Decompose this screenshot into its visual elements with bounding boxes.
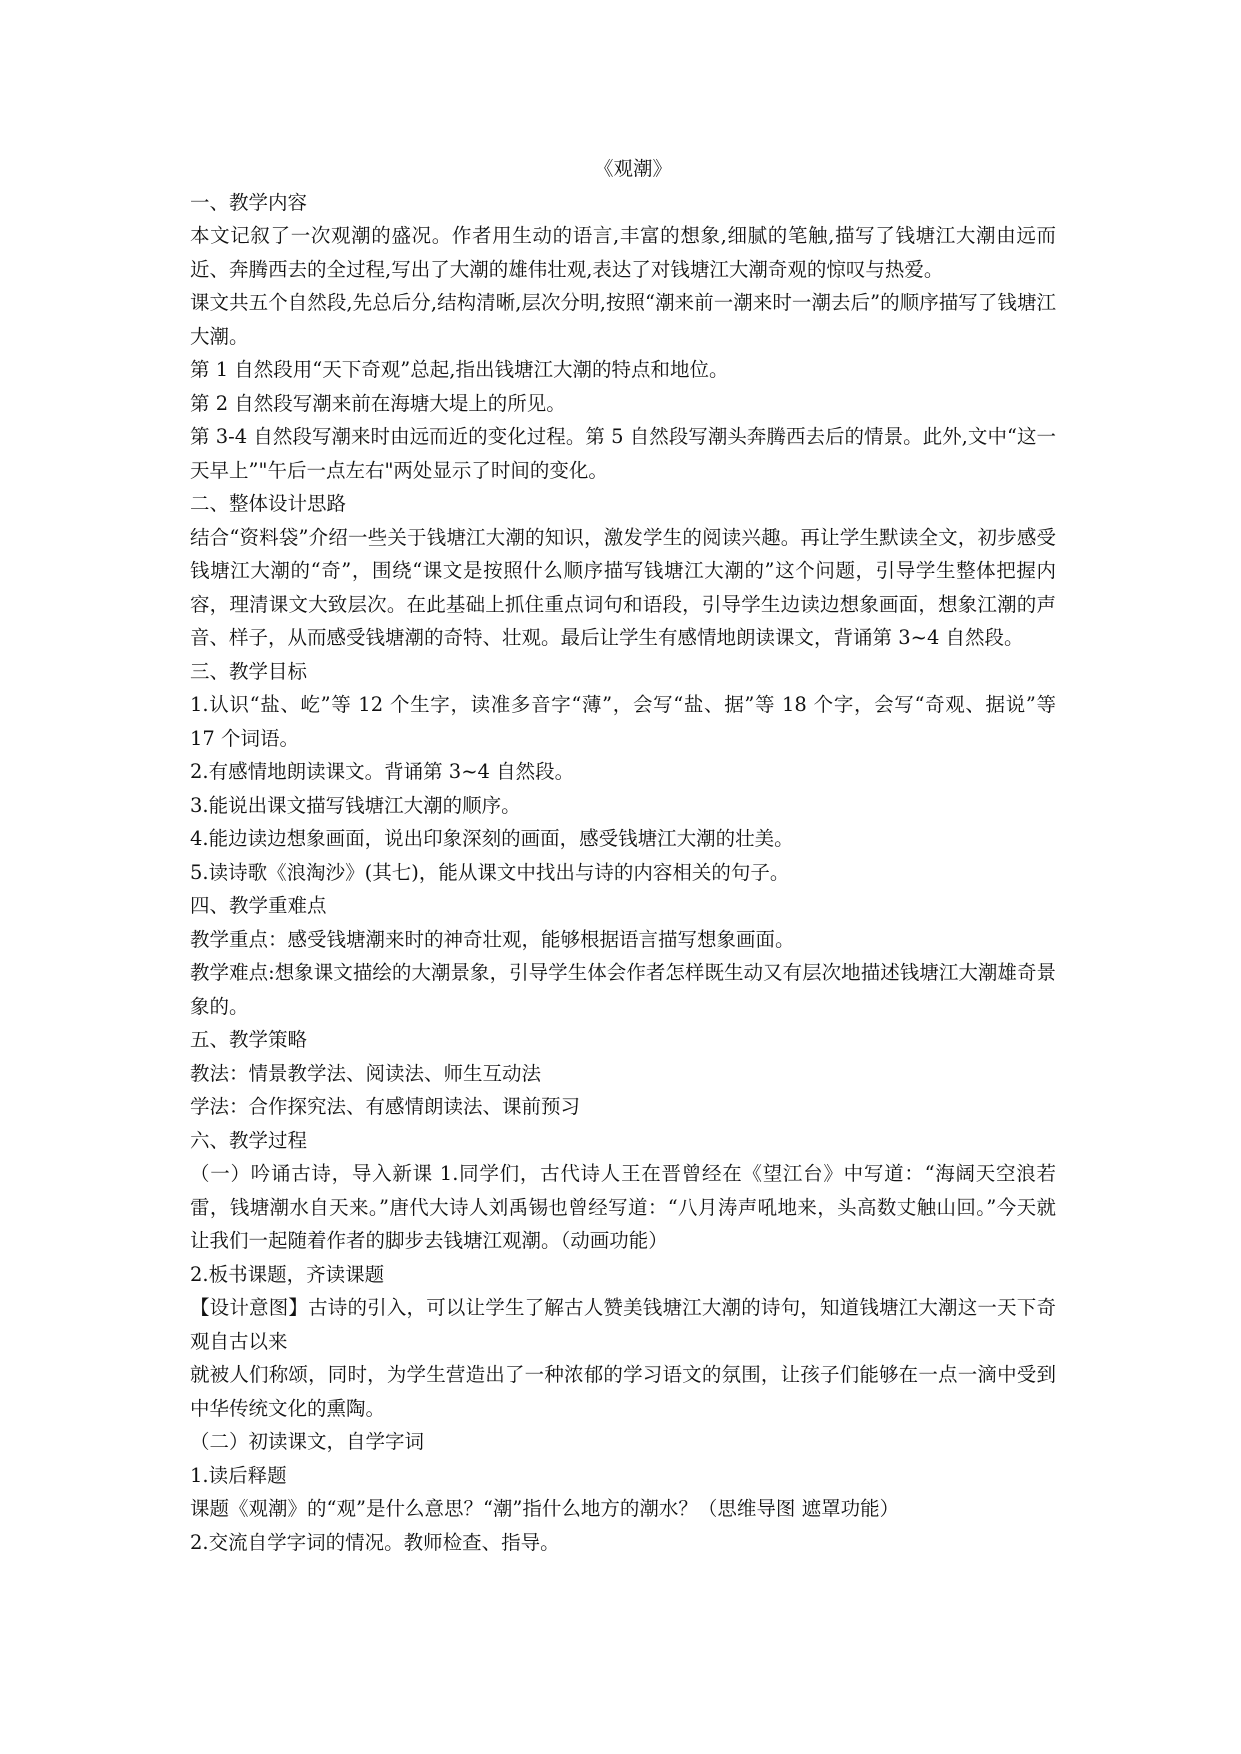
paragraph: 1.认识“盐、屹”等 12 个生字，读准多音字“薄”，会写“盐、据”等 18 个字，会写“奇观、据说”等 17 个词语。 [190,693,1056,750]
section-heading: 三、教学目标 [190,659,308,683]
paragraph: 教学重点：感受钱塘潮来时的神奇壮观，能够根据语言描写想象画面。 [190,927,795,951]
paragraph: 1.读后释题 [190,1463,287,1487]
paragraph: 2.板书课题，齐读课题 [190,1262,385,1286]
paragraph: 第 3-4 自然段写潮来时由远而近的变化过程。第 5 自然段写潮头奔腾西去后的情景。此外,文中“这一天早上”"午后一点左右"两处显示了时间的变化。 [190,425,1056,482]
section-heading: 四、教学重难点 [190,894,327,917]
paragraph: 本文记叙了一次观潮的盛况。作者用生动的语言,丰富的想象,细腻的笔触,描写了钱塘江大潮由远而近、奔腾西去的全过程,写出了大潮的雄伟壮观,表达了对钱塘江大潮奇观的惊叹与热爱。 [190,224,1056,281]
paragraph: 【设计意图】古诗的引入，可以让学生了解古人赞美钱塘江大潮的诗句，知道钱塘江大潮这一天下奇观自古以来 [190,1296,1056,1353]
paragraph: 课题《观潮》的“观”是什么意思？“潮”指什么地方的潮水？（思维导图 遮罩功能） [190,1497,900,1520]
section-heading: 五、教学策略 [190,1028,308,1051]
paragraph: 第 2 自然段写潮来前在海塘大堤上的所见。 [190,391,566,415]
document-body [190,152,1056,1559]
paragraph: 第 1 自然段用“天下奇观”总起,指出钱塘江大潮的特点和地位。 [190,358,729,381]
paragraph: 2.有感情地朗读课文。背诵第 3~4 自然段。 [190,760,575,783]
paragraph: 就被人们称颂，同时，为学生营造出了一种浓郁的学习语文的氛围，让孩子们能够在一点一滴中受到中华传统文化的熏陶。 [190,1363,1056,1420]
section-heading: 二、整体设计思路 [190,492,347,515]
paragraph: （二）初读课文，自学字词 [190,1430,425,1453]
paragraph: 教法：情景教学法、阅读法、师生互动法 [190,1061,542,1085]
section-heading: 一、教学内容 [190,190,308,214]
paragraph: 4.能边读边想象画面，说出印象深刻的画面，感受钱塘江大潮的壮美。 [190,827,794,850]
document-title: 《观潮》 [593,157,672,180]
paragraph: 结合“资料袋”介绍一些关于钱塘江大潮的知识，激发学生的阅读兴趣。再让学生默读全文，初步感受钱塘江大潮的“奇”，围绕“课文是按照什么顺序描写钱塘江大潮的”这个问题，引导学生整体把握内容，理清课文大致层次。在此基础上抓住重点词句和语段，引导学生边读边想象画面，想象江潮的声音、样子，从而感受钱塘潮的奇特、壮观。最后让学生有感情地朗读课文，背诵第 3~4 自然段。 [190,525,1056,649]
paragraph: 学法：合作探究法、有感情朗读法、课前预习 [190,1095,581,1118]
paragraph: 2.交流自学字词的情况。教师检查、指导。 [190,1530,560,1554]
paragraph: 教学难点:想象课文描绘的大潮景象，引导学生体会作者怎样既生动又有层次地描述钱塘江大潮雄奇景象的。 [190,961,1056,1018]
paragraph: 课文共五个自然段,先总后分,结构清晰,层次分明,按照“潮来前一潮来时一潮去后”的顺序描写了钱塘江大潮。 [190,291,1056,348]
paragraph: 3.能说出课文描写钱塘江大潮的顺序。 [190,793,521,817]
section-heading: 六、教学过程 [190,1128,308,1152]
paragraph: （一）吟诵古诗，导入新课 1.同学们，古代诗人王在晋曾经在《望江台》中写道：“海阔天空浪若雷，钱塘潮水自天来。”唐代大诗人刘禹锡也曾经写道：“八月涛声吼地来，头高数丈触山回。”今天就让我们一起随着作者的脚步去钱塘江观潮。（动画功能） [190,1162,1056,1252]
paragraph: 5.读诗歌《浪淘沙》(其七)，能从课文中找出与诗的内容相关的句子。 [190,860,790,884]
